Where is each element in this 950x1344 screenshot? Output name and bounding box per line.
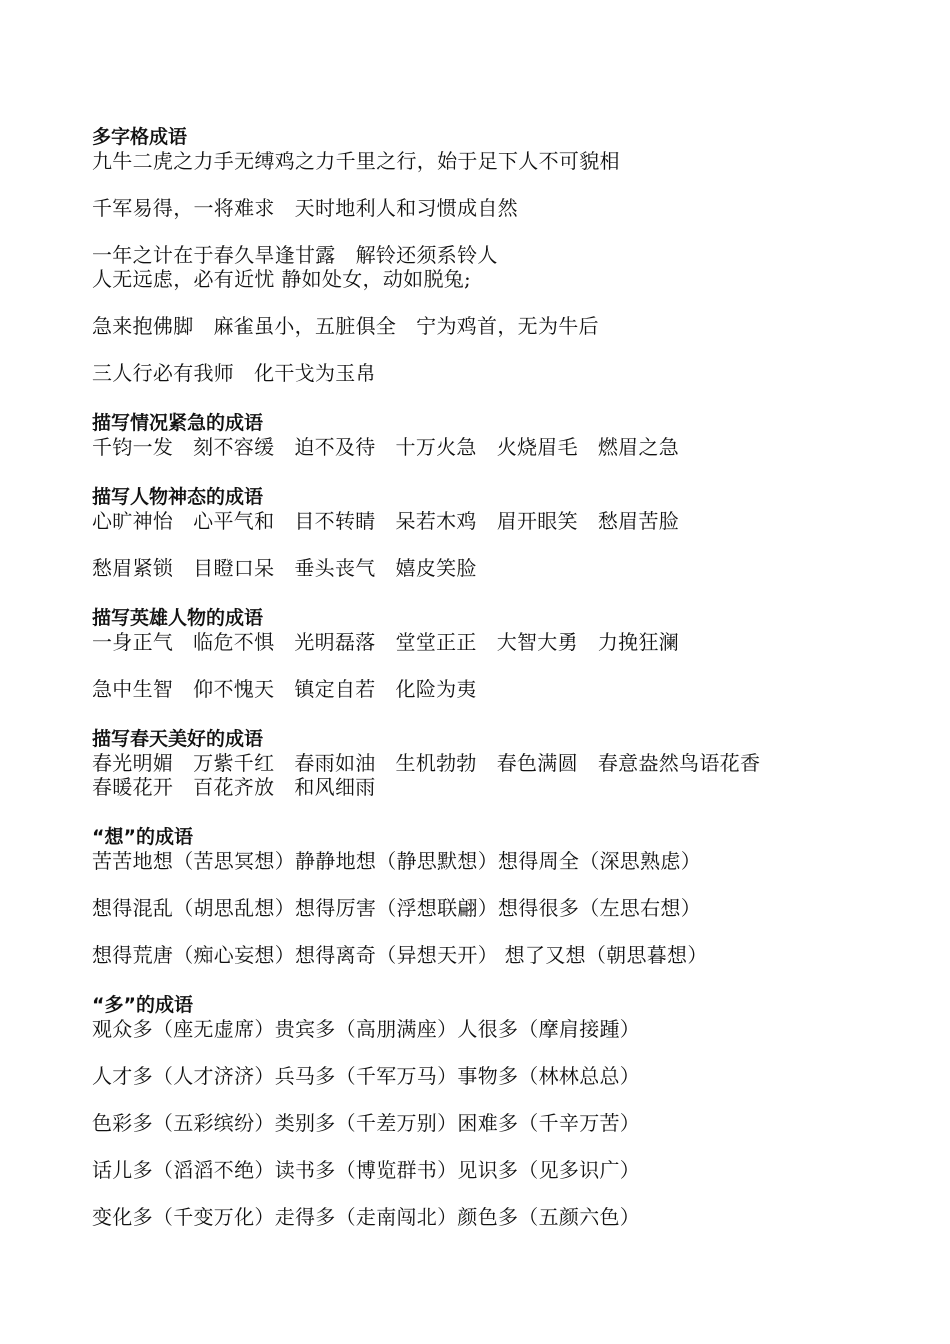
paragraph-spacer: [92, 338, 892, 361]
section-heading: 描写情况紧急的成语: [92, 412, 264, 434]
idiom-line: 千军易得，一将难求 天时地利人和习惯成自然: [92, 196, 518, 220]
section-spacer: [92, 580, 892, 606]
section-spacer: [92, 799, 892, 825]
document-page: [92, 125, 892, 1229]
idiom-line: 急中生智 仰不愧天 镇定自若 化险为夷: [92, 677, 477, 701]
idiom-line: 春光明媚 万紫千红 春雨如油 生机勃勃 春色满圆 春意盎然鸟语花香: [92, 751, 761, 775]
idiom-line: 观众多（座无虚席）贵宾多（高朋满座）人很多（摩肩接踵）: [92, 1017, 641, 1041]
paragraph-spacer: [92, 291, 892, 314]
paragraph-spacer: [92, 654, 892, 677]
idiom-line: 心旷神怡 心平气和 目不转睛 呆若木鸡 眉开眼笑 愁眉苦脸: [92, 509, 680, 533]
idiom-paragraph: [92, 677, 892, 701]
idiom-paragraph: [92, 1158, 892, 1182]
section-heading: 描写人物神态的成语: [92, 486, 264, 508]
idiom-line: 人无远虑，必有近忧 静如处女，动如脱兔;: [92, 267, 472, 291]
idiom-section: [92, 727, 892, 799]
idiom-line: 想得荒唐（痴心妄想）想得离奇（异想天开） 想了又想（朝思暮想）: [92, 943, 708, 967]
idiom-paragraph: [92, 1017, 892, 1041]
section-spacer: [92, 385, 892, 411]
idiom-line: 想得混乱（胡思乱想）想得厉害（浮想联翩）想得很多（左思右想）: [92, 896, 701, 920]
idiom-paragraph: [92, 896, 892, 920]
idiom-paragraph: [92, 630, 892, 654]
idiom-line: 话儿多（滔滔不绝）读书多（博览群书）见识多（见多识广）: [92, 1158, 641, 1182]
section-heading: 描写英雄人物的成语: [92, 607, 264, 629]
idiom-paragraph: [92, 1111, 892, 1135]
idiom-section: [92, 825, 892, 967]
idiom-paragraph: [92, 314, 892, 338]
idiom-line: 变化多（千变万化）走得多（走南闯北）颜色多（五颜六色）: [92, 1205, 641, 1229]
section-heading: 描写春天美好的成语: [92, 728, 264, 750]
idiom-paragraph: [92, 149, 892, 173]
section-spacer: [92, 701, 892, 727]
paragraph-spacer: [92, 1088, 892, 1111]
idiom-paragraph: [92, 361, 892, 385]
paragraph-spacer: [92, 533, 892, 556]
section-heading: “想”的成语: [92, 826, 193, 848]
idiom-paragraph: [92, 435, 892, 459]
idiom-section: [92, 993, 892, 1229]
idiom-line: 春暖花开 百花齐放 和风细雨: [92, 775, 376, 799]
section-spacer: [92, 459, 892, 485]
idiom-paragraph: [92, 1205, 892, 1229]
idiom-paragraph: [92, 196, 892, 220]
idiom-section: [92, 125, 892, 385]
paragraph-spacer: [92, 920, 892, 943]
paragraph-spacer: [92, 1182, 892, 1205]
idiom-section: [92, 411, 892, 459]
paragraph-spacer: [92, 1135, 892, 1158]
idiom-line: 一身正气 临危不惧 光明磊落 堂堂正正 大智大勇 力挽狂澜: [92, 630, 680, 654]
idiom-line: 急来抱佛脚 麻雀虽小，五脏俱全 宁为鸡首，无为牛后: [92, 314, 599, 338]
idiom-line: 九牛二虎之力手无缚鸡之力千里之行，始于足下人不可貌相: [92, 149, 620, 173]
section-heading: “多”的成语: [92, 994, 193, 1016]
paragraph-spacer: [92, 1041, 892, 1064]
idiom-line: 千钧一发 刻不容缓 迫不及待 十万火急 火烧眉毛 燃眉之急: [92, 435, 680, 459]
idiom-paragraph: [92, 751, 892, 799]
idiom-line: 苦苦地想（苦思冥想）静静地想（静思默想）想得周全（深思熟虑）: [92, 849, 701, 873]
idiom-line: 一年之计在于春久旱逢甘露 解铃还须系铃人: [92, 243, 498, 267]
idiom-paragraph: [92, 943, 892, 967]
idiom-section: [92, 485, 892, 580]
idiom-line: 三人行必有我师 化干戈为玉帛: [92, 361, 376, 385]
paragraph-spacer: [92, 873, 892, 896]
section-heading: 多字格成语: [92, 126, 188, 148]
idiom-line: 愁眉紧锁 目瞪口呆 垂头丧气 嬉皮笑脸: [92, 556, 477, 580]
idiom-paragraph: [92, 1064, 892, 1088]
idiom-paragraph: [92, 509, 892, 533]
idiom-paragraph: [92, 849, 892, 873]
paragraph-spacer: [92, 220, 892, 243]
idiom-paragraph: [92, 243, 892, 291]
idiom-line: 人才多（人才济济）兵马多（千军万马）事物多（林林总总）: [92, 1064, 641, 1088]
idiom-paragraph: [92, 556, 892, 580]
idiom-line: 色彩多（五彩缤纷）类别多（千差万别）困难多（千辛万苦）: [92, 1111, 641, 1135]
idiom-section: [92, 606, 892, 701]
section-spacer: [92, 967, 892, 993]
paragraph-spacer: [92, 173, 892, 196]
